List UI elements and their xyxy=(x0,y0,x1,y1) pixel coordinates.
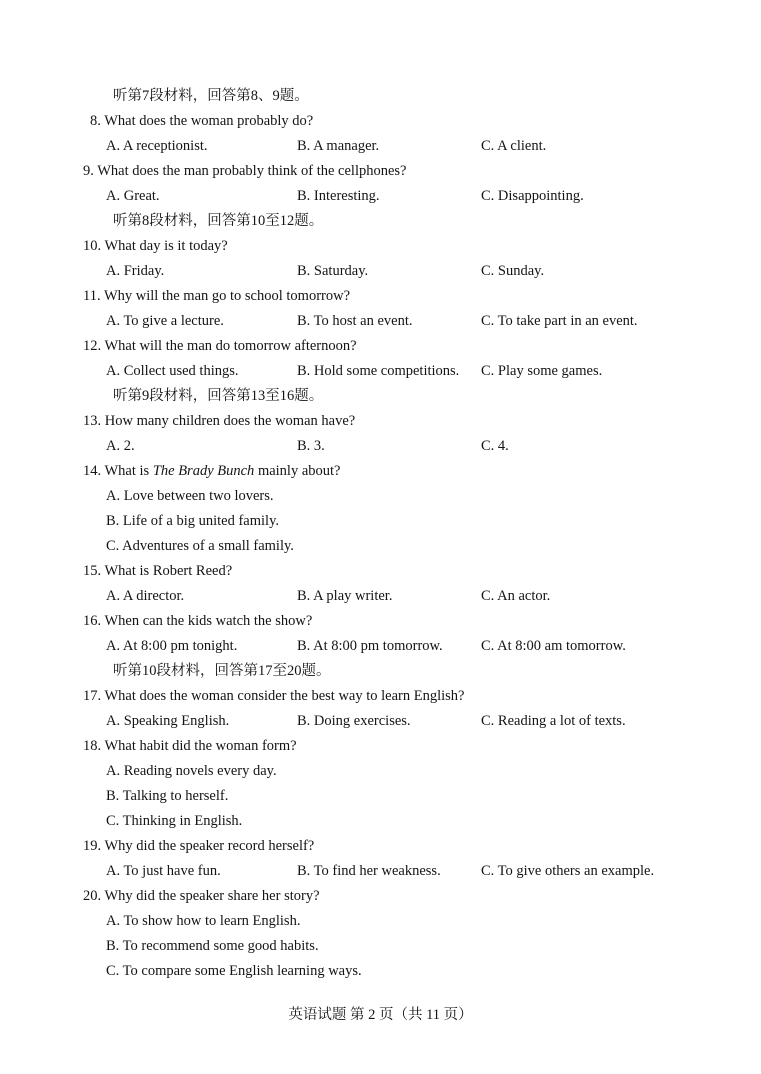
option-a: A. Speaking English. xyxy=(106,713,230,729)
option-b: B. At 8:00 pm tomorrow. xyxy=(297,638,443,654)
question-number: 15. xyxy=(83,563,102,579)
option-b: B. Doing exercises. xyxy=(297,713,411,729)
question-number: 17. xyxy=(83,688,102,704)
question-13 xyxy=(0,409,761,434)
option-a: A. Love between two lovers. xyxy=(106,488,274,504)
question-number: 12. xyxy=(83,338,102,354)
option-b: B. A play writer. xyxy=(297,588,393,604)
question-15 xyxy=(0,559,761,584)
question-text: How many children does the woman have? xyxy=(104,413,356,429)
show-title: The Brady Bunch xyxy=(152,463,255,479)
option-b: B. A manager. xyxy=(297,138,380,154)
section-instruction-10: 听第10段材料，回答第17至20题。 xyxy=(113,663,331,679)
question-number: 11. xyxy=(83,288,101,304)
question-number: 20. xyxy=(83,888,102,904)
options-row-17 xyxy=(0,709,761,734)
option-c: C. An actor. xyxy=(481,588,551,604)
options-row-15 xyxy=(0,584,761,609)
question-text: What does the woman consider the best way to learn English? xyxy=(104,688,465,704)
option-c: C. Adventures of a small family. xyxy=(106,538,294,554)
question-17 xyxy=(0,684,761,709)
question-list xyxy=(0,84,761,984)
question-text: Why did the speaker share her story? xyxy=(104,888,320,904)
option-b: B. To recommend some good habits. xyxy=(106,938,319,954)
option-a: A. To give a lecture. xyxy=(106,313,224,329)
option-c: C. To give others an example. xyxy=(481,863,655,879)
section-instruction-8: 听第8段材料，回答第10至12题。 xyxy=(113,213,324,229)
section-instruction-9: 听第9段材料，回答第13至16题。 xyxy=(113,388,324,404)
options-row-11 xyxy=(0,309,761,334)
question-number: 16. xyxy=(83,613,102,629)
option-c: C. Play some games. xyxy=(481,363,603,379)
question-11 xyxy=(0,284,761,309)
option-b: B. Talking to herself. xyxy=(106,788,229,804)
option-c: C. To take part in an event. xyxy=(481,313,638,329)
question-text: What does the woman probably do? xyxy=(104,113,314,129)
question-9 xyxy=(0,159,761,184)
option-a: A. Collect used things. xyxy=(106,363,239,379)
question-12 xyxy=(0,334,761,359)
page-footer: 英语试题 第 2 页（共 11 页） xyxy=(288,1007,473,1023)
question-10 xyxy=(0,234,761,259)
option-c: C. Sunday. xyxy=(481,263,545,279)
options-row-9 xyxy=(0,184,761,209)
option-c: C. To compare some English learning ways. xyxy=(106,963,362,979)
question-number: 14. xyxy=(83,463,102,479)
option-a: A. Friday. xyxy=(106,263,165,279)
option-b: B. To find her weakness. xyxy=(297,863,441,879)
option-b: B. Interesting. xyxy=(297,188,380,204)
question-number: 13. xyxy=(83,413,102,429)
question-text: Why did the speaker record herself? xyxy=(104,838,315,854)
option-a: A. To show how to learn English. xyxy=(106,913,301,929)
question-text: Why will the man go to school tomorrow? xyxy=(103,288,351,304)
option-c: C. Disappointing. xyxy=(481,188,584,204)
question-8 xyxy=(0,109,761,134)
question-text: When can the kids watch the show? xyxy=(104,613,313,629)
option-c: C. Thinking in English. xyxy=(106,813,243,829)
question-number: 9. xyxy=(83,163,94,179)
options-row-12 xyxy=(0,359,761,384)
option-a: A. Great. xyxy=(106,188,160,204)
option-c: C. At 8:00 am tomorrow. xyxy=(481,638,626,654)
question-14 xyxy=(0,459,761,484)
question-number: 10. xyxy=(83,238,102,254)
question-20 xyxy=(0,884,761,909)
question-19 xyxy=(0,834,761,859)
question-text-prefix: What is xyxy=(104,463,153,479)
option-b: B. Hold some competitions. xyxy=(297,363,460,379)
question-text: What will the man do tomorrow afternoon? xyxy=(104,338,357,354)
option-b: B. 3. xyxy=(297,438,325,454)
option-a: A. 2. xyxy=(106,438,135,454)
option-c: C. Reading a lot of texts. xyxy=(481,713,626,729)
section-instruction-7: 听第7段材料，回答第8、9题。 xyxy=(113,88,309,104)
option-a: A. At 8:00 pm tonight. xyxy=(106,638,238,654)
question-text: What habit did the woman form? xyxy=(104,738,297,754)
option-a: A. Reading novels every day. xyxy=(106,763,277,779)
question-number: 18. xyxy=(83,738,102,754)
option-c: C. A client. xyxy=(481,138,547,154)
option-b: B. To host an event. xyxy=(297,313,413,329)
option-c: C. 4. xyxy=(481,438,509,454)
question-number: 8. xyxy=(90,113,101,129)
question-16 xyxy=(0,609,761,634)
option-a: A. A receptionist. xyxy=(106,138,208,154)
question-18 xyxy=(0,734,761,759)
question-number: 19. xyxy=(83,838,102,854)
question-text: What is Robert Reed? xyxy=(104,563,233,579)
option-a: A. To just have fun. xyxy=(106,863,221,879)
option-b: B. Saturday. xyxy=(297,263,369,279)
options-row-19 xyxy=(0,859,761,884)
options-row-16 xyxy=(0,634,761,659)
option-b: B. Life of a big united family. xyxy=(106,513,280,529)
question-text: What day is it today? xyxy=(104,238,228,254)
question-text-suffix: mainly about? xyxy=(254,463,341,479)
question-text: What does the man probably think of the cellphones? xyxy=(97,163,407,179)
options-row-13 xyxy=(0,434,761,459)
options-row-10 xyxy=(0,259,761,284)
options-row-8 xyxy=(0,134,761,159)
option-a: A. A director. xyxy=(106,588,185,604)
